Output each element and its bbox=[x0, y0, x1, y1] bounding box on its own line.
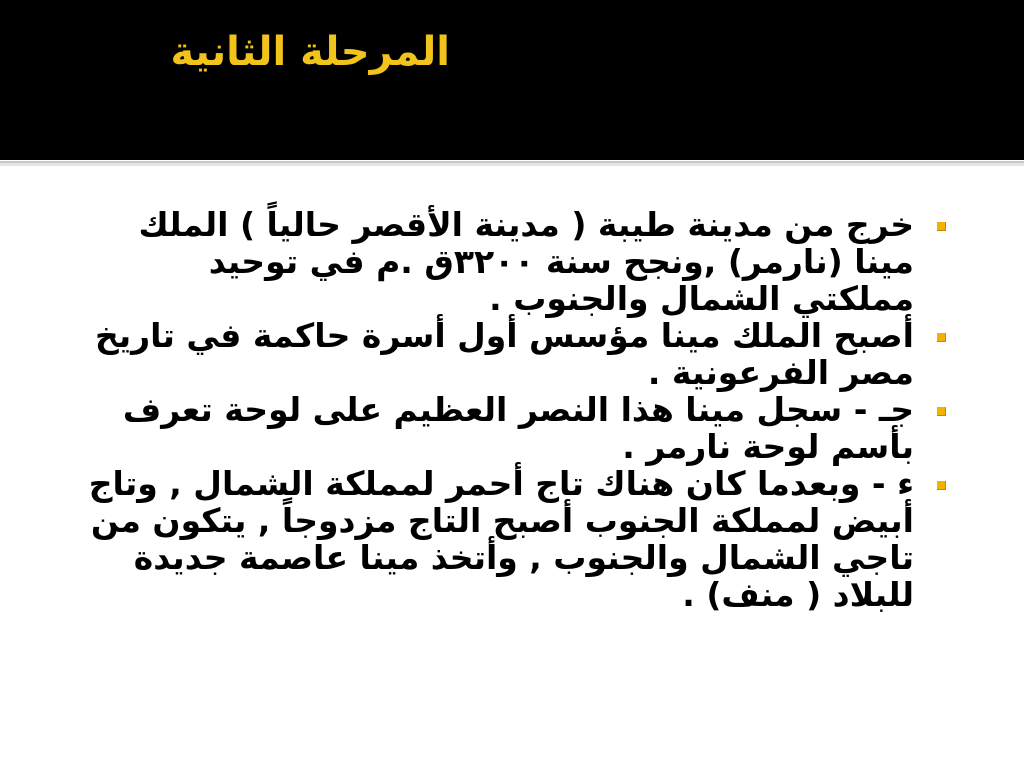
title-divider bbox=[0, 160, 1024, 166]
bullet-text: ء - وبعدما كان هناك تاج أحمر لمملكة الشمال , وتاج أبيض لمملكة الجنوب أصبح التاج مزدوجاً , يتكون من تاجي الشمال والجنوب , وأتخذ مينا عاصمة جديدة للبلاد ( منف) . bbox=[88, 464, 914, 614]
title-bar bbox=[0, 0, 1024, 160]
bullet-list bbox=[84, 206, 964, 613]
square-bullet-icon bbox=[937, 407, 946, 416]
bullet-text: أصبح الملك مينا مؤسس أول أسرة حاكمة في تاريخ مصر الفرعونية . bbox=[94, 316, 914, 392]
bullet-text: جـ - سجل مينا هذا النصر العظيم على لوحة تعرف بأسم لوحة نارمر . bbox=[122, 390, 914, 466]
bullet-item-3 bbox=[84, 391, 964, 465]
bullet-item-4 bbox=[84, 465, 964, 613]
bullet-item-1 bbox=[84, 206, 964, 317]
square-bullet-icon bbox=[937, 333, 946, 342]
slide-title bbox=[60, 24, 960, 80]
bullet-item-2 bbox=[84, 317, 964, 391]
bullet-text: خرج من مدينة طيبة ( مدينة الأقصر حالياً ) الملك مينا (نارمر) ,ونجح سنة ٣٢٠٠ق .م في توحيد مملكتي الشمال والجنوب . bbox=[138, 205, 914, 318]
slide-title-text: المرحلة الثانية bbox=[170, 29, 450, 75]
square-bullet-icon bbox=[937, 222, 946, 231]
square-bullet-icon bbox=[937, 481, 946, 490]
